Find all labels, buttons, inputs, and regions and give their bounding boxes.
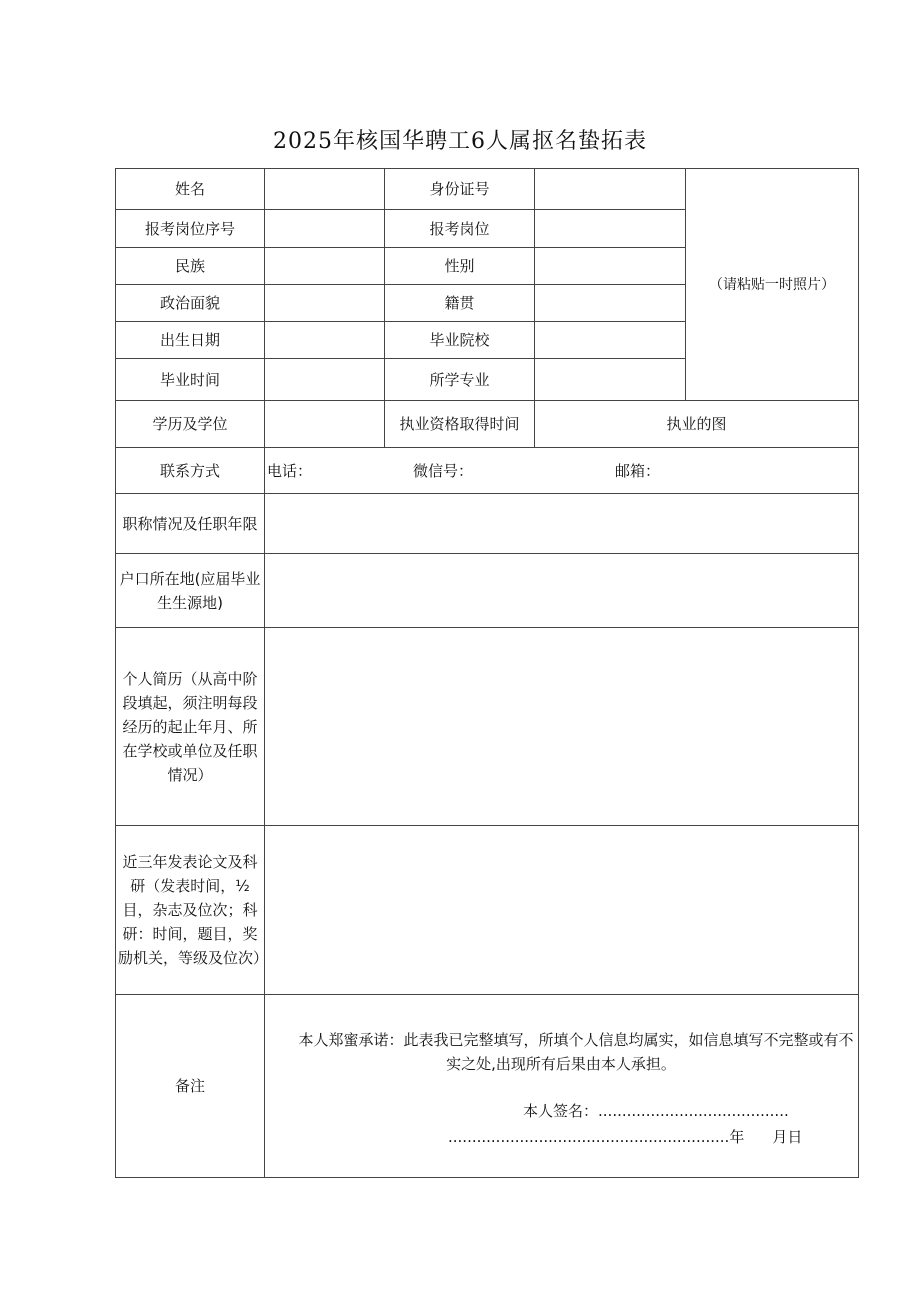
remark-area[interactable] bbox=[265, 995, 859, 1178]
input-title-tenure[interactable] bbox=[265, 494, 859, 554]
signature-label: 本人签名： bbox=[523, 1102, 599, 1120]
contact-row[interactable] bbox=[265, 448, 859, 494]
input-position-code[interactable] bbox=[265, 210, 385, 248]
input-resume[interactable] bbox=[265, 628, 859, 826]
label-native-place: 籍贯 bbox=[385, 285, 535, 322]
label-political-status: 政治面貌 bbox=[116, 285, 265, 322]
label-household: 户口所在地(应届毕业生生源地) bbox=[116, 554, 265, 628]
label-contact: 联系方式 bbox=[116, 448, 265, 494]
input-graduation-time[interactable] bbox=[265, 359, 385, 401]
label-name: 姓名 bbox=[116, 169, 265, 210]
input-birth-date[interactable] bbox=[265, 322, 385, 359]
label-birth-date: 出生日期 bbox=[116, 322, 265, 359]
date-dots: ........................................................... bbox=[448, 1128, 730, 1146]
registration-form-table bbox=[115, 168, 859, 1178]
label-qualification-time: 执业资格取得时间 bbox=[385, 401, 535, 448]
input-political-status[interactable] bbox=[265, 285, 385, 322]
email-label: 邮箱： bbox=[615, 461, 661, 480]
input-name[interactable] bbox=[265, 169, 385, 210]
wechat-label: 微信号： bbox=[413, 461, 474, 480]
label-position: 报考岗位 bbox=[385, 210, 535, 248]
date-line[interactable] bbox=[448, 1125, 802, 1149]
label-position-code: 报考岗位序号 bbox=[116, 210, 265, 248]
input-gender[interactable] bbox=[535, 248, 686, 285]
input-major[interactable] bbox=[535, 359, 686, 401]
label-remarks: 备注 bbox=[116, 995, 265, 1178]
input-household[interactable] bbox=[265, 554, 859, 628]
signature-dots: ........................................ bbox=[598, 1102, 789, 1120]
label-publications: 近三年发表论文及科研（发表时间，½目，杂志及位次；科研：时间，题目，奖励机关，等级及位次） bbox=[116, 826, 265, 995]
month-day-label: 月日 bbox=[772, 1128, 803, 1146]
label-id-number: 身份证号 bbox=[385, 169, 535, 210]
label-resume: 个人简历（从高中阶段填起，须注明每段经历的起止年月、所在学校或单位及任职情况） bbox=[116, 628, 265, 826]
label-education-degree: 学历及学位 bbox=[116, 401, 265, 448]
label-graduate-school: 毕业院校 bbox=[385, 322, 535, 359]
label-practice-scope: 执业的图 bbox=[535, 401, 859, 448]
phone-label: 电话： bbox=[267, 461, 313, 480]
input-position[interactable] bbox=[535, 210, 686, 248]
label-gender: 性别 bbox=[385, 248, 535, 285]
input-education-degree[interactable] bbox=[265, 401, 385, 448]
label-major: 所学专业 bbox=[385, 359, 535, 401]
photo-area[interactable]: （请粘贴一时照片） bbox=[686, 169, 859, 401]
input-ethnicity[interactable] bbox=[265, 248, 385, 285]
pledge-text: 本人郑蜜承诺：此表我已完整填写，所填个人信息均属实，如信息填写不完整或有不实之处,出现所有后果由本人承担。 bbox=[298, 1031, 854, 1073]
input-native-place[interactable] bbox=[535, 285, 686, 322]
signature-line[interactable] bbox=[523, 1099, 789, 1123]
label-title-tenure: 职称情况及任职年限 bbox=[116, 494, 265, 554]
year-label: 年 bbox=[729, 1128, 745, 1146]
input-graduate-school[interactable] bbox=[535, 322, 686, 359]
form-title: 2025年核国华聘工6人属抠名蛰拓表 bbox=[273, 129, 647, 154]
input-publications[interactable] bbox=[265, 826, 859, 995]
label-ethnicity: 民族 bbox=[116, 248, 265, 285]
input-id-number[interactable] bbox=[535, 169, 686, 210]
label-graduation-time: 毕业时间 bbox=[116, 359, 265, 401]
